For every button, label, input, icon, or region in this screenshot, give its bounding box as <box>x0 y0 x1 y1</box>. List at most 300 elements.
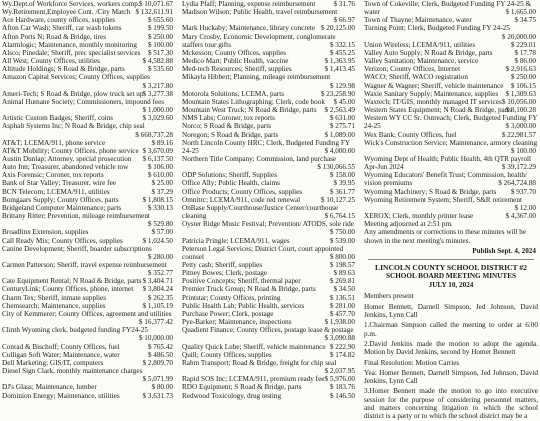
claim-amount: $ 1,363.95 <box>324 57 355 66</box>
claim-text: Altitude Holdings; S Road & Bridge, parts <box>2 65 125 74</box>
claim-entry <box>364 41 538 49</box>
claim-entry <box>182 188 357 196</box>
claim-amount: $ 136.51 <box>329 293 355 302</box>
notice-date: JULY 10, 2024 <box>428 280 474 289</box>
claim-entry <box>182 155 357 163</box>
claim-text: ODP Solutions; Sheriff, Supplies <box>182 171 278 180</box>
claim-amount: $ 269.81 <box>329 277 355 286</box>
claim-entry <box>2 65 175 73</box>
claim-entry <box>182 253 357 261</box>
claim-amount: $ 250.00 <box>510 73 536 82</box>
claim-text: NMS Labs; Coroner, tox reports <box>182 114 275 123</box>
claim-text: Alsco; Pinedale; Sheriff, prec specialist services <box>2 48 141 57</box>
claim-entry <box>182 318 357 326</box>
claim-text: Valley Sanitation; Maintenance, service <box>364 57 479 66</box>
claim-amount: $ 10,056.00 <box>501 97 536 106</box>
claim-entry <box>364 139 538 147</box>
notice-heading: LINCOLN COUNTY SCHOOL DISTRICT #2 <box>375 263 527 273</box>
claim-entry <box>2 188 175 196</box>
claim-amount: $ 86.00 <box>514 57 536 66</box>
claim-entry <box>364 90 538 98</box>
claim-text: counsel <box>182 252 204 261</box>
claim-amount: $ 1,024.50 <box>142 236 173 245</box>
claim-text: Animal Humane Society; Commissioners, impound fees <box>2 97 165 106</box>
claim-entry <box>2 163 175 171</box>
claim-entry <box>2 98 175 106</box>
claim-text: Redwood Toxicology, drug testing <box>182 391 282 400</box>
claim-entry <box>182 49 357 57</box>
claim-amount: $ 39,172.29 <box>501 163 536 172</box>
minutes-paragraph: Homer Bennett, Darnell Simpson, Jed Johnson, David Jenkins, Lynn Call <box>364 302 538 320</box>
claim-entry <box>2 49 175 57</box>
claim-text: Alarmlogic; Maintenance, monthly monitoring <box>2 40 137 49</box>
claim-text: Mary Crosby, Economic Development, conglomerate <box>182 32 336 41</box>
claim-entry <box>2 57 175 65</box>
claim-entry <box>364 163 538 171</box>
claim-entry <box>182 212 357 220</box>
claim-entry <box>2 285 175 293</box>
divider <box>368 259 534 260</box>
claim-text: Canine Development; Sheriff, boarder subscriptions <box>2 244 152 253</box>
minutes-paragraph: 1.Chairman Simpson called the meeting to order at 6:00 p.m. <box>364 321 538 338</box>
claim-amount: $ 89.63 <box>333 269 355 278</box>
claim-text: DJ's Glass; Maintenance, lumber <box>2 383 97 392</box>
claim-text: Petty cash; Sheriff, supplies <box>182 261 263 269</box>
claim-amount: $ 25.00 <box>151 179 173 188</box>
claim-entry <box>2 392 175 400</box>
claim-entry <box>364 196 538 204</box>
claim-text: Amazon Capital Services; County Offices, supplies <box>2 73 150 82</box>
claim-text: Diesel Sign Clark, monthly maintenance charges <box>2 367 143 376</box>
claim-amount: $ 655.60 <box>147 16 173 25</box>
claim-entry <box>182 261 357 269</box>
claim-amount: $ 1,089.00 <box>324 130 355 139</box>
claim-amount: $ 222.90 <box>329 342 355 351</box>
claim-amount: $ 275.71 <box>329 122 355 131</box>
claim-text: Quadient Finance; County Offices, postage lease & postage <box>182 326 354 335</box>
claim-text: Town of Cokeville; Clerk, Budgeted Funding FY 24-25 & <box>364 0 532 8</box>
claim-amount: $ 100.00 <box>510 146 536 155</box>
claim-amount: $ 5,976.00 <box>324 375 355 384</box>
claim-entry <box>364 16 538 24</box>
claim-amount: $ 22,981.57 <box>501 130 536 139</box>
claim-entry <box>364 131 538 139</box>
claim-amount: $ 10,071.67 <box>138 0 173 8</box>
claim-amount: $ 517.30 <box>147 48 173 57</box>
claim-text: Motorola Solutions, LCEMA, parts <box>182 89 285 98</box>
claim-amount: $ 12.00 <box>514 203 536 212</box>
amendments-note: Any amendments or corrections to these minutes will be shown in the next meeting's minutes. <box>364 228 527 245</box>
claim-text: Ace Hardware, county offices, supplies <box>2 16 116 25</box>
claim-text: Asphalt Systems Inc; N Road & Bridge, chip seal <box>2 122 145 131</box>
claim-text: Culligan Soft Water; Maintenance, water <box>2 350 120 359</box>
claim-amount: $ 332.15 <box>329 40 355 49</box>
claim-amount: $ 250.00 <box>147 32 173 41</box>
claim-amount: $ 765.42 <box>147 342 173 351</box>
claim-text: vision premiums <box>364 179 413 188</box>
claim-entry <box>182 375 357 383</box>
claim-text: Lydia Pfaff; Planning, expense reimbursement <box>182 0 316 8</box>
claim-amount: $ 2,037.95 <box>324 367 355 376</box>
claim-text: Broadlinx Extension, supplies <box>2 228 89 237</box>
claim-entry <box>2 155 175 163</box>
claim-entry <box>2 147 175 155</box>
claim-amount: $ 183.76 <box>329 383 355 392</box>
claim-amount: $ 668,737.28 <box>135 130 173 139</box>
claim-amount: $ 3,029.60 <box>142 114 173 123</box>
claim-entry <box>182 106 357 114</box>
column-1 <box>2 0 175 400</box>
claim-amount: $ 34.75 <box>514 16 536 25</box>
claim-entry <box>2 204 175 212</box>
claim-entry <box>2 139 175 147</box>
claim-entry <box>182 392 357 400</box>
claim-entry <box>182 179 357 187</box>
claim-amount: $ 34.50 <box>333 285 355 294</box>
claim-entry <box>182 0 357 8</box>
claim-entry <box>364 57 538 65</box>
claims-list-continued <box>364 0 538 220</box>
claim-text: RDO Equipment; S Road & Bridge, parts <box>182 383 302 392</box>
claim-amount: $ 2,563.49 <box>324 106 355 115</box>
claim-amount: $ 3,217.80 <box>142 81 173 90</box>
minutes-paragraph: 3.Homer Bennett made the motion to go into executive session for the purpose of considering personnel matters, and matters concerning litigation to which the school district is a party or to which the school district may be a <box>364 387 538 421</box>
claim-amount: $ 1,665.00 <box>505 8 536 17</box>
claim-text: Waxtech; IT/GIS, monthly managed IT services <box>364 97 502 106</box>
claim-amount: $ 535.60 <box>147 65 173 74</box>
claim-entry <box>364 114 538 122</box>
claim-text: cleaning <box>182 212 207 221</box>
claim-amount: $ 3,000.00 <box>505 122 536 131</box>
claim-entry <box>364 49 538 57</box>
claim-entry <box>2 8 175 16</box>
claim-entry <box>364 122 538 130</box>
claim-entry <box>364 0 538 8</box>
claim-text: water <box>364 8 380 17</box>
claim-entry <box>182 122 357 130</box>
claim-text: Madison Wilson; Public Health, travel reimbursement <box>182 8 338 17</box>
claim-entry <box>182 302 357 310</box>
claim-entry <box>182 310 357 318</box>
claim-entry <box>2 41 175 49</box>
claim-entry <box>2 33 175 41</box>
claim-text: Pitney Bowes; Clerk, postage <box>182 269 268 278</box>
claim-text: Rahm Transport; Road & Bridge, freight for chip seal <box>182 358 337 367</box>
claim-amount: $ 1,105.19 <box>142 301 173 310</box>
claim-text: Noregon; S Road & Bridge, parts <box>182 130 279 139</box>
claim-amount: $ 5,071.99 <box>142 375 173 384</box>
claim-entry <box>2 16 175 24</box>
claim-amount: $ 146.50 <box>329 391 355 400</box>
claim-amount: $ 100.00 <box>147 40 173 49</box>
claim-amount: $ 281.00 <box>329 301 355 310</box>
claim-text: Northern Title Company; Commission, land purchase <box>182 154 337 163</box>
claim-amount: $ 2,809.70 <box>142 358 173 367</box>
claim-amount: $ 20,000.00 <box>501 32 536 41</box>
claim-text: Quill; County Offices, supplies <box>182 350 272 359</box>
claim-amount: $ 158.00 <box>329 171 355 180</box>
claim-amount: $ 106.00 <box>147 163 173 172</box>
claim-text: Western States Equipment; N Road & Bridge, parts <box>364 106 512 115</box>
claim-text: 24-25 <box>364 122 381 131</box>
claim-amount: $ 264,724.88 <box>498 179 536 188</box>
claim-text: Public Health Lab; Public Health, services <box>182 301 305 310</box>
claim-entry <box>182 351 357 359</box>
claim-text: Wex Bank; County Offices, fuel <box>364 130 457 139</box>
claim-amount: $ 3,631.73 <box>142 391 173 400</box>
claim-text: OnBase Supply/Courthouse/Justice Center/courthouse <box>182 203 339 212</box>
claim-text: Brittany Ritter; Prevention, mileage reimbursement <box>2 212 150 221</box>
claim-text: Artistic Custom Badges; Sheriff, coins <box>2 114 114 123</box>
claim-text: Purchase Power; Clerk, postage <box>182 309 274 318</box>
claim-entry <box>364 65 538 73</box>
claim-text: North Lincoln County HRC; Clerk, Budgeted Funding FY <box>182 138 351 147</box>
claim-entry <box>2 212 175 220</box>
claim-amount: $ 262.35 <box>147 293 173 302</box>
claim-text: Mikayla Hibbert; Planning, mileage reimbursement <box>182 73 331 82</box>
claim-entry <box>2 0 175 8</box>
claim-entry <box>2 343 175 351</box>
claim-text: Apr-Jun 2024 <box>364 163 404 172</box>
claim-entry <box>182 196 357 204</box>
claim-text: CenturyLink; County Offices, phone, internet <box>2 285 134 294</box>
claim-text: staffers tour gifts <box>182 40 231 49</box>
claim-amount: $ 3,090.88 <box>324 334 355 343</box>
claim-text: Wy.Retirement,Employee Cont. /City Match <box>2 8 131 17</box>
claim-entry <box>364 171 538 179</box>
claim-text: Rapid SOS Inc; LCEMA/911, premium ready fee <box>182 375 325 384</box>
claim-amount: $ 20,125.00 <box>320 24 355 33</box>
claim-amount: $ 17.78 <box>514 48 536 57</box>
claim-text: Patricia Pringle; LCEMA/911, wages <box>182 236 290 245</box>
claim-entry <box>182 73 357 81</box>
claim-entry <box>182 204 357 212</box>
claim-amount: $ 10,000.00 <box>138 334 173 343</box>
claim-text: Call Ready Mix; County Offices, supplies <box>2 236 123 245</box>
claim-amount: $ 106.15 <box>510 81 536 90</box>
minutes-paragraph: Members present <box>364 292 414 301</box>
claim-entry <box>364 155 538 163</box>
claim-amount: $ 631.00 <box>329 114 355 123</box>
claim-text: Conrad & Bischoff; County Offices, fuel <box>2 342 120 351</box>
claim-text: Auto Inn; Treasurer, abandoned vehicle tow <box>2 163 129 172</box>
claim-entry <box>364 8 538 16</box>
claim-entry <box>182 147 357 155</box>
claim-amount: $ 31.76 <box>333 0 355 8</box>
claim-amount: $ 750.00 <box>329 228 355 237</box>
claim-text: WACO; Sheriff, WACO registration <box>364 73 468 82</box>
claim-amount: $ 1,413.45 <box>324 65 355 74</box>
claim-entry <box>364 179 538 187</box>
claim-amount: $ 39.95 <box>333 179 355 188</box>
claim-text: Pye-Barker; Maintenance, inspections <box>182 318 292 327</box>
claim-entry <box>182 383 357 391</box>
claim-amount: $ 3,404.71 <box>142 277 173 286</box>
claim-text: AT&T Mobility; County Offices, phone service <box>2 146 139 155</box>
claim-entry <box>2 196 175 204</box>
claim-entry <box>2 302 175 310</box>
claim-entry <box>182 269 357 277</box>
claim-amount: $ 130,066.55 <box>317 163 355 172</box>
claim-text: Mark Huckaby; Maintenance, library concrete <box>182 24 316 33</box>
claim-entry <box>2 383 175 391</box>
claim-entry <box>2 245 175 253</box>
claim-text: Norco; S Road & Bridge, parts <box>182 122 272 131</box>
claim-entry <box>364 188 538 196</box>
claim-amount: $ 6,764.15 <box>324 212 355 221</box>
claim-amount: $ 6,137.50 <box>142 154 173 163</box>
claim-amount: $ 16,377.42 <box>138 318 173 327</box>
claim-entry <box>182 171 357 179</box>
claim-amount: $ 486.50 <box>147 350 173 359</box>
claim-entry <box>182 114 357 122</box>
claim-text: Clinth Wyoming clerk, budgeted funding FY24-25 <box>2 326 148 335</box>
claim-text: Positive Concepts; Sheriff, thermal paper <box>182 277 301 286</box>
claim-entry <box>182 57 357 65</box>
claim-amount: $ 132,611.91 <box>135 8 173 17</box>
claim-entry <box>364 212 538 220</box>
claim-text: Printstar; County Offices, printing <box>182 293 281 302</box>
claim-entry <box>364 98 538 106</box>
claim-text: Charm Tex; Sheriff, inmate supplies <box>2 293 107 302</box>
claim-text: Verizon; County Offices, Internet <box>364 65 461 74</box>
claim-amount: $ 229.01 <box>510 40 536 49</box>
claim-text: Office Products; County Offices, supplies <box>182 187 303 196</box>
claim-amount: $ 352.77 <box>147 269 173 278</box>
minutes-paragraph: 2.David Jenkins made the motion to adopt the agenda. Motion by David Jenkins, second by Homer Bennett <box>364 339 538 357</box>
claim-text: Bank of Star Valley; Treasurer, wire fee <box>2 179 116 188</box>
claim-entry <box>182 41 357 49</box>
claim-entry <box>182 277 357 285</box>
claim-entry <box>182 326 357 334</box>
claim-amount: $ 455.25 <box>329 48 355 57</box>
claim-entry <box>2 261 175 269</box>
claim-text: Valley Auto Supply; N Road & Bridge, parts <box>364 48 493 57</box>
claim-amount: $ 4,000.00 <box>324 146 355 155</box>
claim-entry <box>2 90 175 98</box>
claim-text: Western WY CC Sr. Outreach; Clerk, Budgeted Funding FY <box>364 114 538 123</box>
claim-entry <box>182 245 357 253</box>
claim-amount: $ 4,582.88 <box>142 57 173 66</box>
claim-text: Office Ally; Public Health, claims <box>182 179 280 188</box>
claim-amount: $ 199.50 <box>147 24 173 33</box>
claim-text: Cate Equipment Rental; N Road & Bridge, parts <box>2 277 142 286</box>
claim-text: Union Wireless; LCEMA/911, utilities <box>364 40 476 49</box>
claim-amount: $ 280.00 <box>147 252 173 261</box>
claim-text: Bridgeland Computer Maintenance; parts <box>2 203 122 212</box>
claim-entry <box>182 90 357 98</box>
claim-text: Quality Quick Lube; Sheriff, vehicle maintenance <box>182 342 326 351</box>
claim-text: Omnitrc; LCEMA/911, code red renewal <box>182 195 301 204</box>
claim-entry <box>2 351 175 359</box>
claim-text: Chemsearch; Maintenance, supplies <box>2 301 106 310</box>
claim-text: Austin Dunlap; Attorney, special prosecution <box>2 154 132 163</box>
claim-text: Wyoming Machinery; S Road & Bridge, parts <box>364 187 497 196</box>
claim-amount: $ 1,938.00 <box>324 318 355 327</box>
column-3 <box>364 0 538 421</box>
claim-text: Waxie Sanitary Supply; Maintenance, supplies <box>364 89 499 98</box>
claim-entry <box>182 131 357 139</box>
claim-amount: $ 610.00 <box>147 171 173 180</box>
claim-entry <box>2 171 175 179</box>
claim-text: All West; County Offices, utilities <box>2 57 100 66</box>
claim-entry <box>182 65 357 73</box>
claim-text: Dominion Energy; Maintenance, utilities <box>2 391 120 400</box>
claim-amount: $ 2,916.63 <box>505 65 536 74</box>
claim-entry <box>182 294 357 302</box>
claim-amount: $ 330.13 <box>147 203 173 212</box>
claim-text: Wyoming Retirement System; Sheriff, S&R retirement <box>364 195 522 204</box>
claim-entry <box>2 228 175 236</box>
claim-amount: $ 45.00 <box>333 97 355 106</box>
claim-amount: $ 457.70 <box>329 309 355 318</box>
claim-text: Peterson Legal Services; District Court, court appointed <box>182 244 344 253</box>
claim-text: Dell Marketing; GIS/IT, computers <box>2 358 104 367</box>
claim-amount: $ 8,100.28 <box>505 106 536 115</box>
claim-entry <box>2 122 175 130</box>
claim-text: Turning Point; Clerk, Budgeted Funding FY 24-25 <box>364 24 510 33</box>
claim-entry <box>2 326 175 334</box>
claim-entry <box>182 8 357 16</box>
claim-entry <box>182 237 357 245</box>
claim-entry <box>182 33 357 41</box>
claim-text: BCN Telecom; LCEMA/911, utilities <box>2 187 110 196</box>
claim-amount: $ 4,367.00 <box>505 212 536 221</box>
claim-text: Wyoming Dept of Health; Public Health, 4th QTR payroll <box>364 154 532 163</box>
claim-text: Axis Forensic; Coroner, tox reports <box>2 171 104 180</box>
minutes-body <box>364 292 538 420</box>
claim-entry <box>364 82 538 90</box>
claim-text: Bomgaars Supply; County Offices, parts <box>2 195 119 204</box>
claim-amount: $ 3,670.09 <box>142 146 173 155</box>
claim-entry <box>364 73 538 81</box>
claim-text: AT&T; LCEMA/911, phone service <box>2 138 106 147</box>
claim-amount: $ 174.82 <box>329 350 355 359</box>
claim-text: XEROX; Clerk, monthly printer lease <box>364 212 474 221</box>
claim-text: Wagner & Wagner; Sheriff, vehicle maintenance <box>364 81 504 90</box>
claim-text: 24-25 <box>182 146 199 155</box>
claim-entry <box>2 359 175 367</box>
claim-text: Medico Mart; Public Health, vaccine <box>182 57 289 66</box>
claim-amount: $ 57.00 <box>151 228 173 237</box>
claim-entry <box>182 139 357 147</box>
meeting-adjourned: Meeting adjourned at 2:51 pm. <box>364 220 453 229</box>
claim-entry <box>2 179 175 187</box>
claim-text: Mountain States Lithographing; Clerk, code book <box>182 97 325 106</box>
claim-entry <box>2 114 175 122</box>
claim-entry <box>2 237 175 245</box>
minutes-paragraph: Final Resolution: Motion Carries <box>364 358 460 367</box>
notice-subheading: SCHOOL BOARD MEETING MINUTES <box>386 272 516 281</box>
claim-amount: $ 1,000.00 <box>142 106 173 115</box>
claim-text: Premier Truck Group; N Road & Bridge, parts <box>182 285 316 294</box>
claim-entry <box>2 367 175 375</box>
claim-entry <box>2 294 175 302</box>
claim-amount: $ 10,127.25 <box>320 195 355 204</box>
claim-entry <box>364 24 538 32</box>
claim-amount: $ 3,804.24 <box>142 285 173 294</box>
claim-amount: $ 80.00 <box>151 383 173 392</box>
claim-amount: $ 1,808.15 <box>142 195 173 204</box>
column-2 <box>182 0 357 400</box>
claim-amount: $ 37.29 <box>151 187 173 196</box>
claim-amount: $ 937.70 <box>510 187 536 196</box>
claim-text: Med-tech Resources; Sheriff, supplies <box>182 65 292 74</box>
claim-entry <box>182 343 357 351</box>
claim-text: Mckesson; County Offices, supplies <box>182 48 287 57</box>
claim-text: Carmen Patterson; Sheriff, travel expense reimbursement <box>2 261 167 269</box>
claim-amount: $ 1,309.63 <box>505 89 536 98</box>
